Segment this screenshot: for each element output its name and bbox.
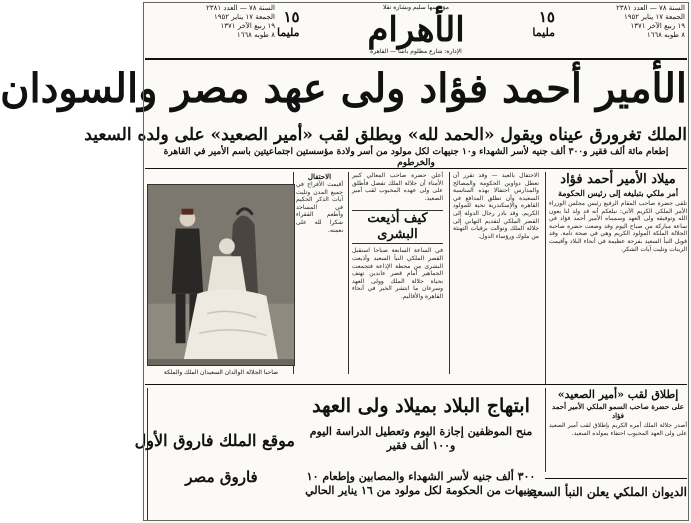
masthead-center: [310, 4, 522, 58]
column-3-body: في الساعة السابعة صباحا استقبل القصر الملكي النبأ السعيد وأذيعت البشرى من محطة الإذاعة فتجمعت الجماهير أمام قصر عابدين تهتف بحياة جلالة الملك وولى العهد وسرعان ما انتشر الخبر في أنحاء القاهرة والأقاليم.: [352, 247, 443, 300]
masthead-left-info: السنة ٧٨ — العدد ٢٣٨١ الجمعة ١٧ يناير ١٩٥٢ ١٩ ربيع الآخر ١٣٧١ ٨ طوبه ١٦٦٨: [206, 4, 275, 39]
celebration-subheadline: منح الموظفين إجازة اليوم وتعطيل الدراسة اليوم و١٠٠ ألف فقير: [309, 425, 533, 452]
main-headline: الأمير أحمد فؤاد ولى عهد مصر والسودان: [0, 65, 687, 112]
column-4-headline: الاحتفال: [307, 172, 332, 181]
king-signature-line-2: فاروق مصر: [185, 468, 258, 486]
article-column-3: [348, 172, 443, 374]
price-right: ١٥ مليما: [532, 8, 555, 39]
masthead-top-line: مؤسسها سليم وبشارة تقلا: [383, 4, 449, 11]
article-title-prince: [545, 388, 687, 472]
royal-couple-image: [148, 185, 294, 365]
masthead: [145, 4, 687, 60]
column-3-intro: أعلن حضرة صاحب المعالي كبير الأمناء أن جلالة الملك تفضل فأطلق على ولى عهده المحبوب لقب أمير الصعيد.: [352, 172, 443, 202]
article-column-4: [293, 172, 343, 374]
royal-couple-photo: [147, 184, 295, 366]
photo-caption: صاحبا الجلالة الوالدان السعيدان الملك والملكة: [163, 369, 279, 376]
price-left: ١٥ مليما: [277, 8, 300, 39]
newspaper-logo: الأهرام: [367, 10, 465, 50]
birth-subheadline: أمر ملكي بتبليغه إلى رئيس الحكومة: [557, 188, 679, 198]
column-4-body: أقيمت الأفراح في جميع المدن وتليت آيات الذكر الحكيم في المساجد وأطعم الفقراء شكرا لله على نعمته.: [296, 181, 343, 234]
article-birth: [545, 172, 687, 384]
king-signature-line-1: موقع الملك فاروق الأول: [134, 431, 295, 450]
celebration-subheadline-2: ٣٠٠ ألف جنيه لأسر الشهداء والمصابين وإطعام ١٠ جنيهات من الحكومة لكل مولود من ١٦ يناير الحالي: [305, 470, 537, 497]
title-prince-headline: إطلاق لقب «أمير الصعيد»: [557, 388, 679, 401]
announcement-headline: كيف أذيعت البشرى: [352, 210, 443, 244]
sub-headline: الملك تغرورق عيناه ويقول «الحمد لله» ويطلق لقب «أمير الصعيد» على ولده السعيد: [84, 125, 687, 145]
masthead-sub-line: الإدارة: شارع مظلوم باشا — القاهرة: [370, 48, 462, 55]
king-signature-box: [134, 388, 295, 520]
column-2-body: الاحتفال بالعيد — وقد تقرر أن تعطل دواوين الحكومة والمصالح والمدارس احتفالا بهذه المناسبة السعيدة وأن تطلق المدافع في القاهرة والإسكندرية تحية للمولود الكريم. وقد بادر رجال الدولة إلى القصر الملكي لتقديم التهاني إلى جلالة الملك وتوالت برقيات التهنئة من ملوك ورؤساء الدول.: [453, 172, 539, 240]
masthead-right-info: السنة ٧٨ — العدد ٢٣٨١ الجمعة ١٧ يناير ١٩٥٢ ١٩ ربيع الآخر ١٣٧١ ٨ طوبه ١٦٦٨: [616, 4, 685, 39]
section-divider: [145, 384, 687, 386]
celebration-headline: ابتهاج البلاد بميلاد ولى العهد: [312, 395, 530, 417]
birth-headline: ميلاد الأمير أحمد فؤاد: [560, 172, 676, 187]
article-column-2: [449, 172, 539, 374]
birth-body: تلقى حضرة صاحب المقام الرفيع رئيس مجلس الوزراء الأمر الملكي الكريم الآتي: نبلغكم أنه قد ولد لنا بعون الله وتوفيقه ولى العهد وسميناه الأمير أحمد فؤاد في ساعة مباركة من صباح اليوم وقد وضعت حضرة صاحبة الجلالة الملكة المولود الكريم وهي في صحة تامة. وقد قوبل النبأ السعيد بفرحة عظيمة في أنحاء البلاد وأقيمت الزينات وتليت آيات الشكر.: [549, 200, 687, 253]
title-prince-subheadline: على حضرة صاحب السمو الملكي الأمير أحمد فؤاد: [552, 402, 684, 420]
royal-court-headline: الديوان الملكي يعلن النبأ السعيد: [545, 478, 687, 518]
headline-strip: إطعام مائة ألف فقير و٣٠٠ ألف جنيه لأسر الشهداء و١٠ جنيهات لكل مولود من أسر ولادة مؤسستين اجتماعيتين باسم الأمير في القاهرة والخرطوم: [145, 147, 687, 169]
title-prince-body: أصدر جلالة الملك أمره الكريم بإطلاق لقب أمير الصعيد على ولى العهد المحبوب احتفاء بمولده السعيد.: [549, 422, 687, 437]
